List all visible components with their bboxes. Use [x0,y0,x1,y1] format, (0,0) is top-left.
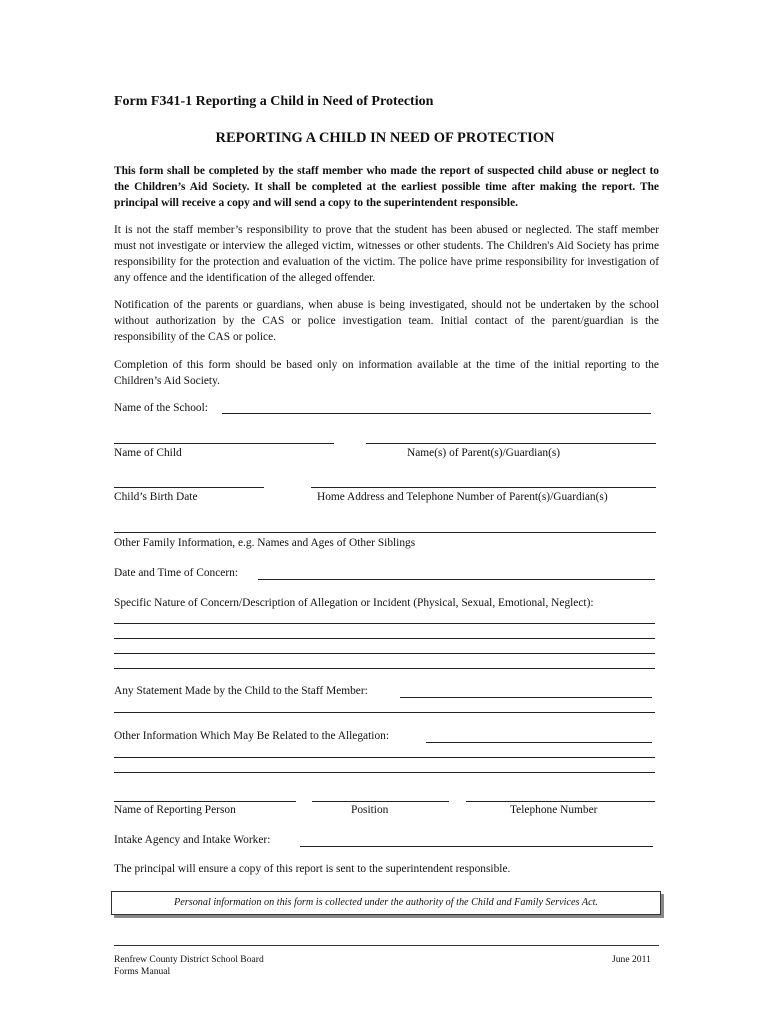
page-heading: REPORTING A CHILD IN NEED OF PROTECTION [215,130,555,146]
reporter-label: Name of Reporting Person [114,804,236,816]
nature-input-line[interactable] [114,653,655,654]
date-time-input-line[interactable] [258,579,655,580]
telephone-input-line[interactable] [466,801,655,802]
responsibility-paragraph: It is not the staff member’s responsibility to prove that the student has been abused or neglected. The staff member must not investigate or interview the alleged victim, witnesses or other students. The Children's Aid Society has prime responsibility for the protection and evaluation of the victim. The police have prime responsibility for investigation of any offence and the identification of the alleged offender. [114,224,659,284]
child-name-label: Name of Child [114,447,182,459]
telephone-label: Telephone Number [510,804,598,816]
address-input-line[interactable] [311,487,656,488]
completion-paragraph: Completion of this form should be based only on information available at the time of the initial reporting to the Children’s Aid Society. [114,359,659,387]
other-info-input-line[interactable] [426,742,652,743]
intro-instructions: This form shall be completed by the staff member who made the report of suspected child abuse or neglect to the Children’s Aid Society. It shall be completed at the earliest possible time after making the report. The principal will receive a copy and will send a copy to the superintendent responsible. [114,165,659,209]
footer-divider [114,945,659,946]
child-name-input-line[interactable] [114,443,334,444]
other-info-input-line[interactable] [114,772,655,773]
position-label: Position [351,804,389,816]
family-info-label: Other Family Information, e.g. Names and Ages of Other Siblings [114,537,416,549]
school-field-row [114,401,208,415]
parents-label: Name(s) of Parent(s)/Guardian(s) [407,447,561,459]
nature-input-line[interactable] [114,623,655,624]
intake-input-line[interactable] [300,846,653,847]
statement-input-line[interactable] [114,712,655,713]
birth-date-input-line[interactable] [114,487,264,488]
nature-input-line[interactable] [114,668,655,669]
address-label: Home Address and Telephone Number of Parent(s)/Guardian(s) [317,491,608,503]
statement-input-line[interactable] [400,697,652,698]
footer-org: Renfrew County District School Board [114,954,264,965]
footer-manual: Forms Manual [114,966,171,977]
reporter-input-line[interactable] [114,801,296,802]
school-input-line[interactable] [222,413,651,414]
other-info-label: Other Information Which May Be Related to the Allegation: [114,730,389,742]
closing-statement: The principal will ensure a copy of this report is sent to the superintendent responsible. [114,863,511,875]
position-input-line[interactable] [312,801,449,802]
other-info-input-line[interactable] [114,757,655,758]
nature-label: Specific Nature of Concern/Description of Allegation or Incident (Physical, Sexual, Emotional, Neglect): [114,597,594,609]
school-label: Name of the School: [114,402,208,414]
nature-input-line[interactable] [114,638,655,639]
intake-label: Intake Agency and Intake Worker: [114,834,271,846]
parents-input-line[interactable] [366,443,656,444]
notification-paragraph: Notification of the parents or guardians, when abuse is being investigated, should not be undertaken by the school without authorization by the CAS or police investigation team. Initial contact of the parent/guardian is the responsibility of the CAS or police. [114,299,659,343]
date-time-label: Date and Time of Concern: [114,567,239,579]
privacy-notice-text: Personal information on this form is collected under the authority of the Child and Family Services Act. [174,897,598,908]
footer-date: June 2011 [612,954,651,965]
privacy-notice-box [111,891,661,915]
family-info-input-line[interactable] [114,532,656,533]
statement-label: Any Statement Made by the Child to the Staff Member: [114,685,368,697]
form-title: Form F341-1 Reporting a Child in Need of Protection [114,94,434,109]
birth-date-label: Child’s Birth Date [114,491,198,503]
